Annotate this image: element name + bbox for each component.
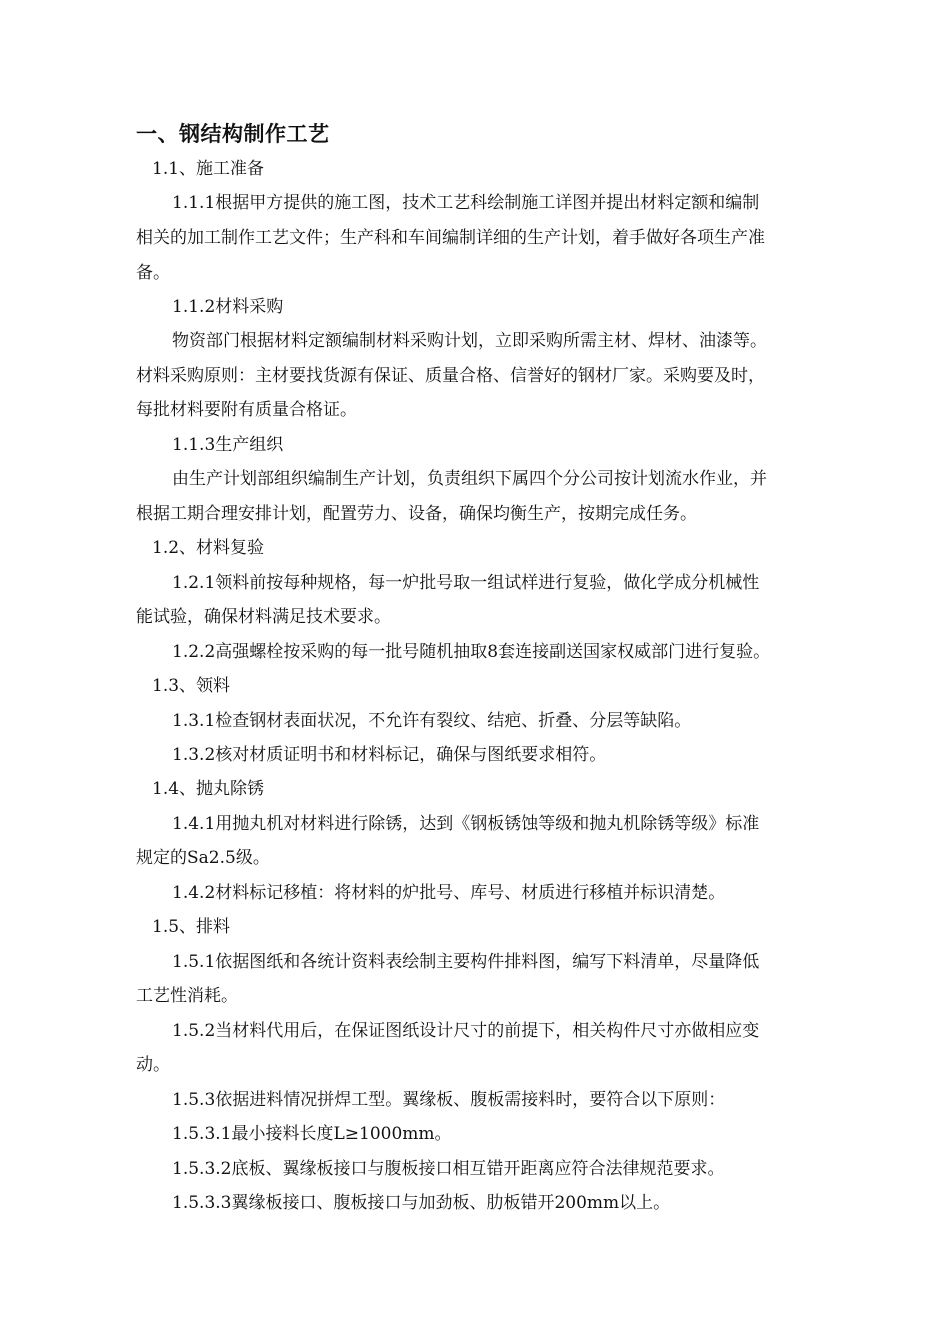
paragraph-line: 由生产计划部组织编制生产计划，负责组织下属四个分公司按计划流水作业，并 [172, 469, 767, 489]
paragraph-line: 备。 [136, 263, 170, 283]
paragraph-line: 1.5.3依据进料情况拼焊工型。翼缘板、腹板需接料时，要符合以下原则： [172, 1090, 726, 1110]
paragraph-line: 1.3.1检查钢材表面状况，不允许有裂纹、结疤、折叠、分层等缺陷。 [172, 711, 692, 731]
paragraph-line: 每批材料要附有质量合格证。 [136, 400, 357, 420]
paragraph-line: 1.2.2高强螺栓按采购的每一批号随机抽取8套连接副送国家权威部门进行复验。 [172, 642, 771, 662]
paragraph-line: 动。 [136, 1055, 170, 1075]
paragraph-line: 工艺性消耗。 [136, 986, 238, 1006]
section-heading: 1.2、材料复验 [152, 538, 265, 558]
paragraph-line: 1.5.2当材料代用后，在保证图纸设计尺寸的前提下，相关构件尺寸亦做相应变 [172, 1021, 760, 1041]
paragraph-line: 根据工期合理安排计划，配置劳力、设备，确保均衡生产，按期完成任务。 [136, 504, 697, 524]
paragraph-line: 1.5.1依据图纸和各统计资料表绘制主要构件排料图，编写下料清单，尽量降低 [172, 952, 760, 972]
subsection-heading: 1.1.3生产组织 [172, 435, 284, 455]
section-heading: 1.5、排料 [152, 917, 231, 937]
subsection-heading: 1.1.2材料采购 [172, 297, 284, 317]
paragraph-line: 物资部门根据材料定额编制材料采购计划，立即采购所需主材、焊材、油漆等。 [172, 331, 767, 351]
paragraph-line: 能试验，确保材料满足技术要求。 [136, 607, 391, 627]
paragraph-line: 材料采购原则：主材要找货源有保证、质量合格、信誉好的钢材厂家。采购要及时， [136, 366, 765, 386]
section-heading: 1.1、施工准备 [152, 159, 265, 179]
section-heading: 1.3、领料 [152, 676, 231, 696]
paragraph-line: 1.2.1领料前按每种规格，每一炉批号取一组试样进行复验，做化学成分机械性 [172, 573, 760, 593]
section-heading: 1.4、抛丸除锈 [152, 779, 265, 799]
paragraph-line: 1.1.1根据甲方提供的施工图，技术工艺科绘制施工详图并提出材料定额和编制 [172, 193, 760, 213]
paragraph-line: 1.5.3.2底板、翼缘板接口与腹板接口相互错开距离应符合法律规范要求。 [172, 1159, 725, 1179]
paragraph-line: 规定的Sa2.5级。 [136, 848, 270, 868]
paragraph-line: 1.5.3.1最小接料长度L≥1000mm。 [172, 1124, 452, 1144]
paragraph-line: 1.5.3.3翼缘板接口、腹板接口与加劲板、肋板错开200mm以上。 [172, 1193, 671, 1213]
paragraph-line: 1.4.2材料标记移植：将材料的炉批号、库号、材质进行移植并标识清楚。 [172, 883, 726, 903]
paragraph-line: 1.4.1用抛丸机对材料进行除锈，达到《钢板锈蚀等级和抛丸机除锈等级》标准 [172, 814, 760, 834]
paragraph-line: 1.3.2核对材质证明书和材料标记，确保与图纸要求相符。 [172, 745, 607, 765]
paragraph-line: 相关的加工制作工艺文件；生产科和车间编制详细的生产计划，着手做好各项生产准 [136, 228, 765, 248]
document-title: 一、钢结构制作工艺 [136, 122, 330, 146]
